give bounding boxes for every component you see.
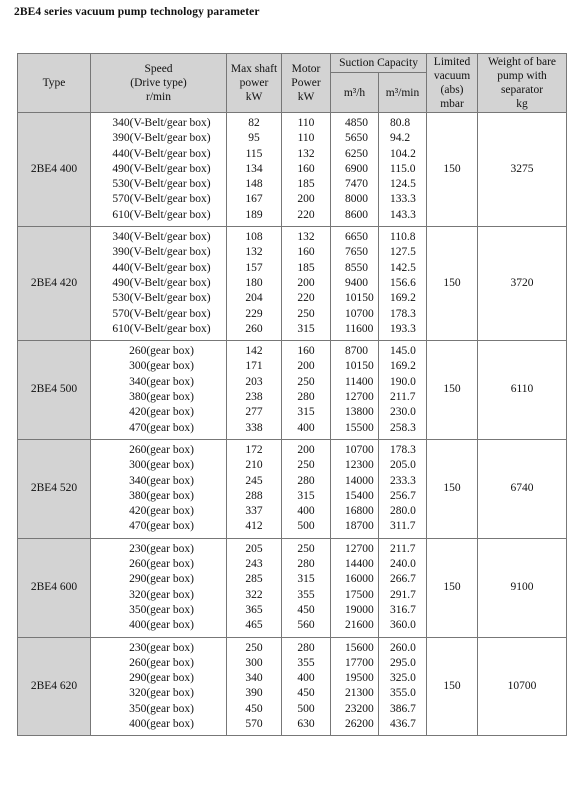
suction-m3h-cell-value: 8550 bbox=[345, 261, 368, 274]
speed-cell bbox=[91, 227, 227, 341]
suction-m3min-cell-value: 295.0 bbox=[390, 656, 416, 669]
shaft-power-cell-value: 450 bbox=[245, 702, 263, 715]
suction-m3h-cell bbox=[331, 538, 379, 637]
suction-m3h-cell-value: 12700 bbox=[345, 391, 374, 404]
suction-m3min-cell bbox=[379, 439, 427, 538]
motor-power-cell-value: 200 bbox=[297, 276, 315, 289]
suction-m3min-cell-value: 355.0 bbox=[390, 687, 416, 700]
motor-power-cell-value: 400 bbox=[297, 505, 315, 518]
header-weight bbox=[478, 54, 567, 113]
suction-m3h-cell-value: 10700 bbox=[345, 307, 374, 320]
suction-m3h-cell-value: 13800 bbox=[345, 406, 374, 419]
suction-m3min-cell-value: 110.8 bbox=[390, 231, 416, 244]
weight-cell: 3275 bbox=[478, 113, 567, 227]
motor-power-cell bbox=[282, 637, 331, 736]
header-line: mbar bbox=[440, 98, 464, 110]
weight-cell: 6740 bbox=[478, 439, 567, 538]
limited-vacuum-cell: 150 bbox=[427, 538, 478, 637]
shaft-power-cell bbox=[227, 227, 282, 341]
shaft-power-cell-value: 250 bbox=[245, 641, 263, 654]
motor-power-cell-value: 280 bbox=[297, 641, 315, 654]
shaft-power-cell-value: 245 bbox=[245, 474, 263, 487]
suction-m3h-cell bbox=[331, 227, 379, 341]
motor-power-cell-value: 200 bbox=[297, 360, 315, 373]
header-line: Weight of bare bbox=[487, 56, 557, 68]
speed-cell-value: 320(gear box) bbox=[129, 687, 194, 700]
shaft-power-cell-value: 229 bbox=[245, 307, 263, 320]
suction-m3min-cell-value: 291.7 bbox=[390, 588, 416, 601]
shaft-power-cell-value: 132 bbox=[245, 246, 263, 259]
speed-cell-value: 470(gear box) bbox=[129, 520, 194, 533]
speed-cell-value: 400(gear box) bbox=[129, 717, 194, 730]
header-suction-m3min: m³/min bbox=[379, 73, 427, 113]
suction-m3min-cell-value: 104.2 bbox=[390, 147, 416, 160]
suction-m3h-cell bbox=[331, 439, 379, 538]
shaft-power-cell-value: 338 bbox=[245, 421, 263, 434]
suction-m3h-cell-value: 12700 bbox=[345, 542, 374, 555]
header-suction-capacity: Suction Capacity bbox=[331, 54, 427, 73]
shaft-power-cell-value: 171 bbox=[245, 360, 263, 373]
speed-cell-value: 260(gear box) bbox=[129, 558, 194, 571]
shaft-power-cell-value: 238 bbox=[245, 391, 263, 404]
suction-m3min-cell-value: 156.6 bbox=[390, 276, 416, 289]
shaft-power-cell-value: 142 bbox=[245, 345, 263, 358]
motor-power-cell bbox=[282, 439, 331, 538]
suction-m3h-cell-value: 16000 bbox=[345, 573, 374, 586]
table-row bbox=[18, 439, 567, 538]
speed-cell bbox=[91, 538, 227, 637]
suction-m3h-cell-value: 6250 bbox=[345, 147, 368, 160]
shaft-power-cell-value: 204 bbox=[245, 292, 263, 305]
suction-m3h-cell-value: 21600 bbox=[345, 619, 374, 632]
suction-m3min-cell-value: 240.0 bbox=[390, 558, 416, 571]
suction-m3min-cell-value: 143.3 bbox=[390, 208, 416, 221]
suction-m3min-cell bbox=[379, 113, 427, 227]
speed-cell-value: 290(gear box) bbox=[129, 672, 194, 685]
motor-power-cell-value: 560 bbox=[297, 619, 315, 632]
suction-m3h-cell-value: 26200 bbox=[345, 717, 374, 730]
shaft-power-cell-value: 134 bbox=[245, 162, 263, 175]
speed-cell-value: 490(V-Belt/gear box) bbox=[112, 276, 211, 289]
motor-power-cell-value: 355 bbox=[297, 588, 315, 601]
suction-m3min-cell bbox=[379, 538, 427, 637]
suction-m3min-cell-value: 178.3 bbox=[390, 443, 416, 456]
suction-m3min-cell-value: 145.0 bbox=[390, 345, 416, 358]
suction-m3min-cell-value: 316.7 bbox=[390, 603, 416, 616]
shaft-power-cell-value: 157 bbox=[245, 261, 263, 274]
shaft-power-cell bbox=[227, 341, 282, 440]
speed-cell-value: 390(V-Belt/gear box) bbox=[112, 132, 211, 145]
speed-cell bbox=[91, 439, 227, 538]
speed-cell-value: 380(gear box) bbox=[129, 489, 194, 502]
weight-cell: 3720 bbox=[478, 227, 567, 341]
suction-m3min-cell-value: 260.0 bbox=[390, 641, 416, 654]
suction-m3h-cell-value: 21300 bbox=[345, 687, 374, 700]
shaft-power-cell-value: 210 bbox=[245, 459, 263, 472]
speed-cell-value: 420(gear box) bbox=[129, 505, 194, 518]
suction-m3h-cell-value: 4850 bbox=[345, 117, 368, 129]
shaft-power-cell-value: 288 bbox=[245, 489, 263, 502]
shaft-power-cell-value: 412 bbox=[245, 520, 263, 533]
suction-m3min-cell-value: 169.2 bbox=[390, 360, 416, 373]
type-cell: 2BE4 500 bbox=[18, 341, 91, 440]
suction-m3h-cell-value: 15400 bbox=[345, 489, 374, 502]
table-row bbox=[18, 341, 567, 440]
suction-m3h-cell bbox=[331, 637, 379, 736]
header-limited-vacuum bbox=[427, 54, 478, 113]
suction-m3min-cell bbox=[379, 637, 427, 736]
suction-m3h-cell-value: 9400 bbox=[345, 276, 368, 289]
suction-m3h-cell-value: 8600 bbox=[345, 208, 368, 221]
suction-m3min-cell-value: 169.2 bbox=[390, 292, 416, 305]
shaft-power-cell-value: 390 bbox=[245, 687, 263, 700]
shaft-power-cell-value: 300 bbox=[245, 656, 263, 669]
suction-m3min-cell-value: 386.7 bbox=[390, 702, 416, 715]
speed-cell-value: 260(gear box) bbox=[129, 345, 194, 358]
motor-power-cell-value: 200 bbox=[297, 193, 315, 206]
weight-cell: 6110 bbox=[478, 341, 567, 440]
motor-power-cell-value: 220 bbox=[297, 292, 315, 305]
suction-m3h-cell-value: 12300 bbox=[345, 459, 374, 472]
suction-m3min-cell-value: 190.0 bbox=[390, 375, 416, 388]
header-motor-power bbox=[282, 54, 331, 113]
suction-m3h-cell-value: 8000 bbox=[345, 193, 368, 206]
suction-m3min-cell-value: 80.8 bbox=[390, 117, 411, 129]
suction-m3min-cell-value: 266.7 bbox=[390, 573, 416, 586]
type-cell: 2BE4 620 bbox=[18, 637, 91, 736]
speed-cell-value: 610(V-Belt/gear box) bbox=[112, 208, 211, 221]
speed-cell-value: 350(gear box) bbox=[129, 603, 194, 616]
motor-power-cell-value: 315 bbox=[297, 406, 315, 419]
suction-m3min-cell-value: 230.0 bbox=[390, 406, 416, 419]
motor-power-cell-value: 400 bbox=[297, 421, 315, 434]
header-line: Max shaft bbox=[230, 63, 278, 75]
motor-power-cell bbox=[282, 538, 331, 637]
suction-m3min-cell-value: 127.5 bbox=[390, 246, 416, 259]
speed-cell bbox=[91, 341, 227, 440]
motor-power-cell-value: 200 bbox=[297, 443, 315, 456]
motor-power-cell-value: 110 bbox=[297, 117, 315, 129]
suction-m3min-cell-value: 115.0 bbox=[390, 162, 416, 175]
shaft-power-cell-value: 167 bbox=[245, 193, 263, 206]
header-line: power bbox=[239, 77, 269, 89]
suction-m3h-cell-value: 17500 bbox=[345, 588, 374, 601]
motor-power-cell bbox=[282, 113, 331, 227]
suction-m3min-cell-value: 233.3 bbox=[390, 474, 416, 487]
suction-m3h-cell-value: 10150 bbox=[345, 360, 374, 373]
motor-power-cell-value: 315 bbox=[297, 322, 315, 335]
header-line: kg bbox=[516, 98, 528, 110]
motor-power-cell-value: 185 bbox=[297, 178, 315, 191]
speed-cell-value: 490(V-Belt/gear box) bbox=[112, 162, 211, 175]
header-line: Motor bbox=[291, 63, 321, 75]
header-line: Power bbox=[291, 77, 321, 89]
speed-cell-value: 300(gear box) bbox=[129, 459, 194, 472]
header-line: vacuum bbox=[433, 70, 471, 82]
suction-m3min-cell-value: 142.5 bbox=[390, 261, 416, 274]
motor-power-cell bbox=[282, 341, 331, 440]
speed-cell-value: 260(gear box) bbox=[129, 656, 194, 669]
speed-cell bbox=[91, 637, 227, 736]
shaft-power-cell-value: 189 bbox=[245, 208, 263, 221]
speed-cell-value: 390(V-Belt/gear box) bbox=[112, 246, 211, 259]
suction-m3min-cell-value: 325.0 bbox=[390, 672, 416, 685]
limited-vacuum-cell: 150 bbox=[427, 341, 478, 440]
table-header bbox=[18, 54, 567, 113]
weight-cell: 9100 bbox=[478, 538, 567, 637]
suction-m3h-cell-value: 7650 bbox=[345, 246, 368, 259]
header-line: (abs) bbox=[440, 84, 464, 96]
motor-power-cell-value: 450 bbox=[297, 687, 315, 700]
motor-power-cell-value: 250 bbox=[297, 375, 315, 388]
speed-cell-value: 230(gear box) bbox=[129, 641, 194, 654]
suction-m3h-cell-value: 8700 bbox=[345, 345, 368, 358]
page-title: 2BE4 series vacuum pump technology parameter bbox=[14, 6, 260, 18]
suction-m3min-cell-value: 211.7 bbox=[390, 542, 416, 555]
suction-m3h-cell-value: 19500 bbox=[345, 672, 374, 685]
type-cell: 2BE4 520 bbox=[18, 439, 91, 538]
shaft-power-cell-value: 115 bbox=[245, 147, 263, 160]
motor-power-cell-value: 250 bbox=[297, 542, 315, 555]
speed-cell-value: 530(V-Belt/gear box) bbox=[112, 292, 211, 305]
spec-table bbox=[17, 53, 567, 736]
motor-power-cell-value: 355 bbox=[297, 656, 315, 669]
speed-cell-value: 340(V-Belt/gear box) bbox=[112, 117, 211, 129]
suction-m3min-cell-value: 280.0 bbox=[390, 505, 416, 518]
type-cell: 2BE4 420 bbox=[18, 227, 91, 341]
suction-m3h-cell-value: 14400 bbox=[345, 558, 374, 571]
header-type: Type bbox=[18, 54, 91, 113]
suction-m3min-cell-value: 178.3 bbox=[390, 307, 416, 320]
motor-power-cell-value: 630 bbox=[297, 717, 315, 730]
speed-cell-value: 230(gear box) bbox=[129, 542, 194, 555]
shaft-power-cell-value: 277 bbox=[245, 406, 263, 419]
shaft-power-cell-value: 108 bbox=[245, 231, 263, 244]
motor-power-cell-value: 280 bbox=[297, 474, 315, 487]
suction-m3h-cell bbox=[331, 341, 379, 440]
motor-power-cell-value: 160 bbox=[297, 345, 315, 358]
motor-power-cell-value: 280 bbox=[297, 391, 315, 404]
shaft-power-cell bbox=[227, 637, 282, 736]
speed-cell-value: 260(gear box) bbox=[129, 443, 194, 456]
speed-cell-value: 610(V-Belt/gear box) bbox=[112, 322, 211, 335]
limited-vacuum-cell: 150 bbox=[427, 439, 478, 538]
limited-vacuum-cell: 150 bbox=[427, 637, 478, 736]
suction-m3min-cell-value: 256.7 bbox=[390, 489, 416, 502]
motor-power-cell-value: 160 bbox=[297, 246, 315, 259]
suction-m3h-cell-value: 6900 bbox=[345, 162, 368, 175]
suction-m3min-cell-value: 133.3 bbox=[390, 193, 416, 206]
shaft-power-cell-value: 340 bbox=[245, 672, 263, 685]
header-suction-m3h: m³/h bbox=[331, 73, 379, 113]
suction-m3min-cell-value: 436.7 bbox=[390, 717, 416, 730]
suction-m3h-cell-value: 14000 bbox=[345, 474, 374, 487]
speed-cell-value: 340(gear box) bbox=[129, 375, 194, 388]
shaft-power-cell-value: 243 bbox=[245, 558, 263, 571]
type-cell: 2BE4 600 bbox=[18, 538, 91, 637]
header-speed-line: (Drive type) bbox=[130, 77, 187, 89]
suction-m3h-cell-value: 7470 bbox=[345, 178, 368, 191]
shaft-power-cell-value: 95 bbox=[248, 132, 260, 145]
suction-m3h-cell-value: 10700 bbox=[345, 443, 374, 456]
speed-cell-value: 470(gear box) bbox=[129, 421, 194, 434]
limited-vacuum-cell: 150 bbox=[427, 227, 478, 341]
suction-m3h-cell-value: 19000 bbox=[345, 603, 374, 616]
header-speed bbox=[91, 54, 227, 113]
speed-cell-value: 400(gear box) bbox=[129, 619, 194, 632]
table-body bbox=[18, 113, 567, 736]
shaft-power-cell-value: 203 bbox=[245, 375, 263, 388]
speed-cell-value: 340(V-Belt/gear box) bbox=[112, 231, 211, 244]
speed-cell-value: 530(V-Belt/gear box) bbox=[112, 178, 211, 191]
motor-power-cell-value: 315 bbox=[297, 573, 315, 586]
motor-power-cell-value: 110 bbox=[297, 132, 315, 145]
shaft-power-cell-value: 148 bbox=[245, 178, 263, 191]
suction-m3h-cell-value: 15500 bbox=[345, 421, 374, 434]
suction-m3min-cell-value: 205.0 bbox=[390, 459, 416, 472]
suction-m3h-cell-value: 18700 bbox=[345, 520, 374, 533]
suction-m3min-cell-value: 94.2 bbox=[390, 132, 411, 145]
motor-power-cell-value: 315 bbox=[297, 489, 315, 502]
motor-power-cell bbox=[282, 227, 331, 341]
shaft-power-cell-value: 465 bbox=[245, 619, 263, 632]
motor-power-cell-value: 220 bbox=[297, 208, 315, 221]
motor-power-cell-value: 185 bbox=[297, 261, 315, 274]
suction-m3min-cell-value: 124.5 bbox=[390, 178, 416, 191]
suction-m3min-cell bbox=[379, 341, 427, 440]
limited-vacuum-cell: 150 bbox=[427, 113, 478, 227]
table-row bbox=[18, 538, 567, 637]
suction-m3min-cell-value: 360.0 bbox=[390, 619, 416, 632]
speed-cell bbox=[91, 113, 227, 227]
speed-cell-value: 340(gear box) bbox=[129, 474, 194, 487]
shaft-power-cell-value: 570 bbox=[245, 717, 263, 730]
shaft-power-cell bbox=[227, 439, 282, 538]
suction-m3min-cell-value: 211.7 bbox=[390, 391, 416, 404]
speed-cell-value: 320(gear box) bbox=[129, 588, 194, 601]
suction-m3h-cell bbox=[331, 113, 379, 227]
speed-cell-value: 570(V-Belt/gear box) bbox=[112, 307, 211, 320]
motor-power-cell-value: 400 bbox=[297, 672, 315, 685]
header-max-shaft bbox=[227, 54, 282, 113]
header-line: kW bbox=[297, 91, 315, 103]
shaft-power-cell-value: 180 bbox=[245, 276, 263, 289]
header-line: pump with bbox=[497, 70, 547, 82]
speed-cell-value: 440(V-Belt/gear box) bbox=[112, 147, 211, 160]
shaft-power-cell-value: 365 bbox=[245, 603, 263, 616]
suction-m3h-cell-value: 5650 bbox=[345, 132, 368, 145]
shaft-power-cell-value: 322 bbox=[245, 588, 263, 601]
motor-power-cell-value: 160 bbox=[297, 162, 315, 175]
speed-cell-value: 420(gear box) bbox=[129, 406, 194, 419]
motor-power-cell-value: 450 bbox=[297, 603, 315, 616]
shaft-power-cell-value: 285 bbox=[245, 573, 263, 586]
weight-cell: 10700 bbox=[478, 637, 567, 736]
suction-m3min-cell-value: 311.7 bbox=[390, 520, 416, 533]
speed-cell-value: 300(gear box) bbox=[129, 360, 194, 373]
motor-power-cell-value: 250 bbox=[297, 459, 315, 472]
shaft-power-cell bbox=[227, 538, 282, 637]
suction-m3min-cell-value: 193.3 bbox=[390, 322, 416, 335]
suction-m3h-cell-value: 17700 bbox=[345, 656, 374, 669]
suction-m3min-cell bbox=[379, 227, 427, 341]
suction-m3h-cell-value: 15600 bbox=[345, 641, 374, 654]
speed-cell-value: 440(V-Belt/gear box) bbox=[112, 261, 211, 274]
suction-m3h-cell-value: 11600 bbox=[345, 322, 374, 335]
table-row bbox=[18, 637, 567, 736]
motor-power-cell-value: 500 bbox=[297, 702, 315, 715]
speed-cell-value: 350(gear box) bbox=[129, 702, 194, 715]
motor-power-cell-value: 250 bbox=[297, 307, 315, 320]
shaft-power-cell-value: 172 bbox=[245, 443, 263, 456]
shaft-power-cell-value: 205 bbox=[245, 542, 263, 555]
suction-m3h-cell-value: 16800 bbox=[345, 505, 374, 518]
type-cell: 2BE4 400 bbox=[18, 113, 91, 227]
header-line: kW bbox=[245, 91, 263, 103]
shaft-power-cell bbox=[227, 113, 282, 227]
shaft-power-cell-value: 82 bbox=[248, 117, 260, 129]
speed-cell-value: 570(V-Belt/gear box) bbox=[112, 193, 211, 206]
motor-power-cell-value: 132 bbox=[297, 147, 315, 160]
suction-m3h-cell-value: 23200 bbox=[345, 702, 374, 715]
header-line: Limited bbox=[433, 56, 471, 68]
shaft-power-cell-value: 260 bbox=[245, 322, 263, 335]
header-speed-line: Speed bbox=[144, 63, 173, 75]
header-line: separator bbox=[500, 84, 544, 96]
shaft-power-cell-value: 337 bbox=[245, 505, 263, 518]
speed-cell-value: 290(gear box) bbox=[129, 573, 194, 586]
speed-cell-value: 380(gear box) bbox=[129, 391, 194, 404]
motor-power-cell-value: 500 bbox=[297, 520, 315, 533]
suction-m3h-cell-value: 6650 bbox=[345, 231, 368, 244]
motor-power-cell-value: 132 bbox=[297, 231, 315, 244]
suction-m3h-cell-value: 11400 bbox=[345, 375, 374, 388]
suction-m3h-cell-value: 10150 bbox=[345, 292, 374, 305]
motor-power-cell-value: 280 bbox=[297, 558, 315, 571]
header-speed-line: r/min bbox=[146, 91, 171, 103]
suction-m3min-cell-value: 258.3 bbox=[390, 421, 416, 434]
table-row bbox=[18, 227, 567, 341]
table-row bbox=[18, 113, 567, 227]
